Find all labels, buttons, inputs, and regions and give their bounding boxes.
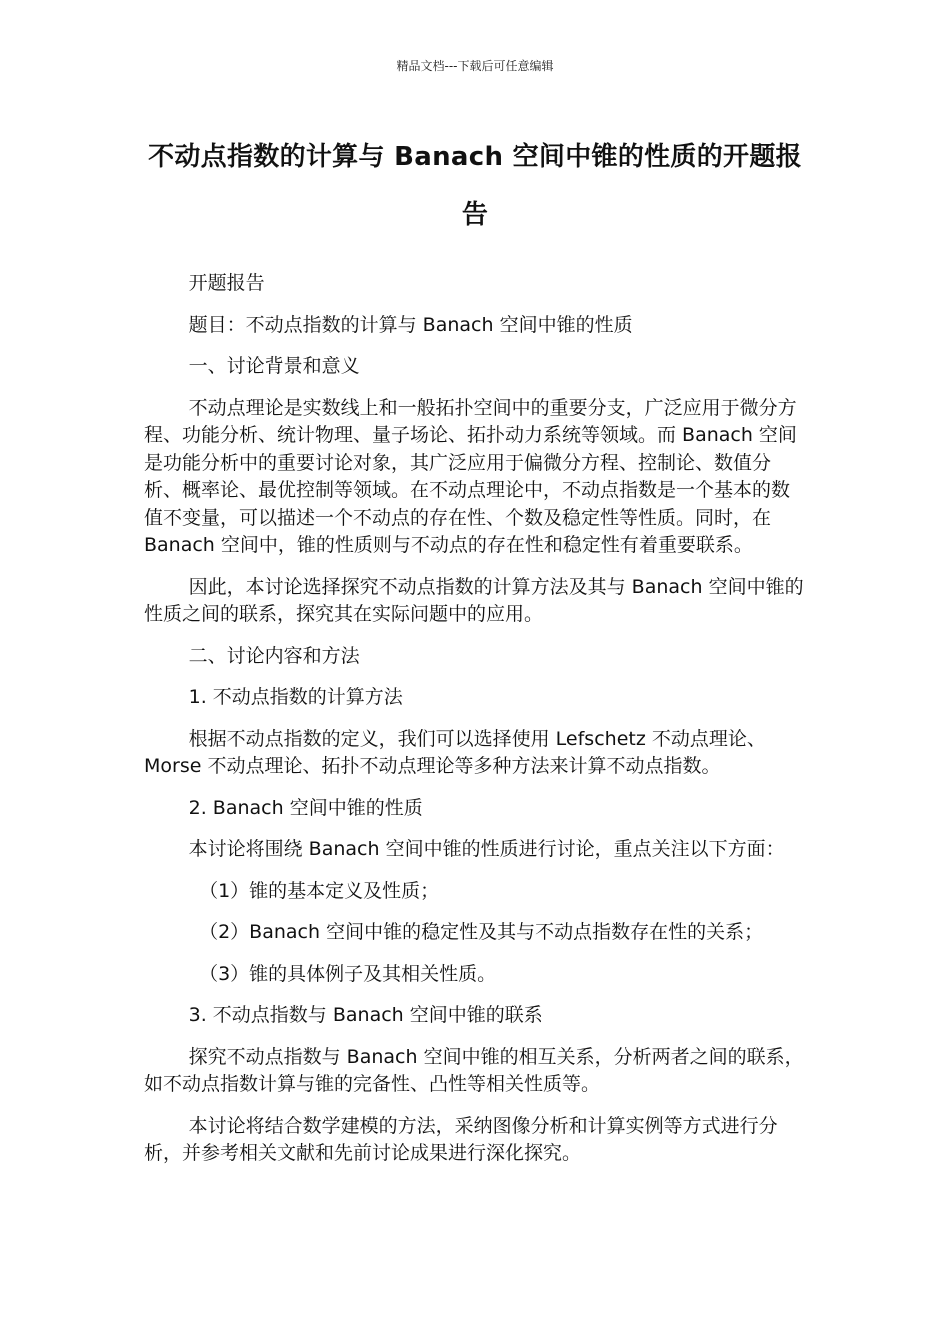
subsection-heading-3: 3. 不动点指数与 Banach 空间中锥的联系 [188,1004,543,1026]
document-body [144,270,804,1182]
section-heading-1: 一、讨论背景和意义 [188,355,360,377]
paragraph-relation: 探究不动点指数与 Banach 空间中锥的相互关系，分析两者之间的联系，如不动点指数计算与锥的完备性、凸性等相关性质等。 [144,1045,804,1095]
section-label: 开题报告 [188,272,265,294]
list-item: （3）锥的具体例子及其相关性质。 [199,962,497,985]
page-header: 精品文档---下载后可任意编辑 [396,59,554,73]
paragraph-background: 不动点理论是实数线上和一般拓扑空间中的重要分支，广泛应用于微分方程、功能分析、统计物理、量子场论、拓扑动力系统等领域。而 Banach 空间是功能分析中的重要讨论对象，其广泛应用于偏微分方程、控制论、数值分析、概率论、最优控制等领域。在不动点理论中，不动点指数是一个基本的数值不变量，可以描述一个不动点的存在性、个数及稳定性等性质。同时，在 Banach 空间中，锥的性质则与不动点的存在性和稳定性有着重要联系。 [144,396,797,556]
paragraph-purpose: 因此，本讨论选择探究不动点指数的计算方法及其与 Banach 空间中锥的性质之间的联系，探究其在实际问题中的应用。 [144,575,804,625]
document-title: 不动点指数的计算与 Banach 空间中锥的性质的开题报告 [148,142,802,230]
paragraph-approach: 本讨论将结合数学建模的方法，采纳图像分析和计算实例等方式进行分析，并参考相关文献和先前讨论成果进行深化探究。 [144,1114,778,1164]
paragraph-methods: 根据不动点指数的定义，我们可以选择使用 Lefschetz 不动点理论、Morse 不动点理论、拓扑不动点理论等多种方法来计算不动点指数。 [144,727,766,777]
paragraph-cone-intro: 本讨论将围绕 Banach 空间中锥的性质进行讨论，重点关注以下方面： [188,838,785,860]
subsection-heading-2: 2. Banach 空间中锥的性质 [188,796,423,819]
list-item: （1）锥的基本定义及性质； [199,879,440,902]
section-heading-2: 二、讨论内容和方法 [188,644,360,667]
subsection-heading-1: 1. 不动点指数的计算方法 [188,686,403,708]
list-item: （2）Banach 空间中锥的稳定性及其与不动点指数存在性的关系； [199,921,764,943]
topic-line: 题目：不动点指数的计算与 Banach 空间中锥的性质 [188,313,633,336]
